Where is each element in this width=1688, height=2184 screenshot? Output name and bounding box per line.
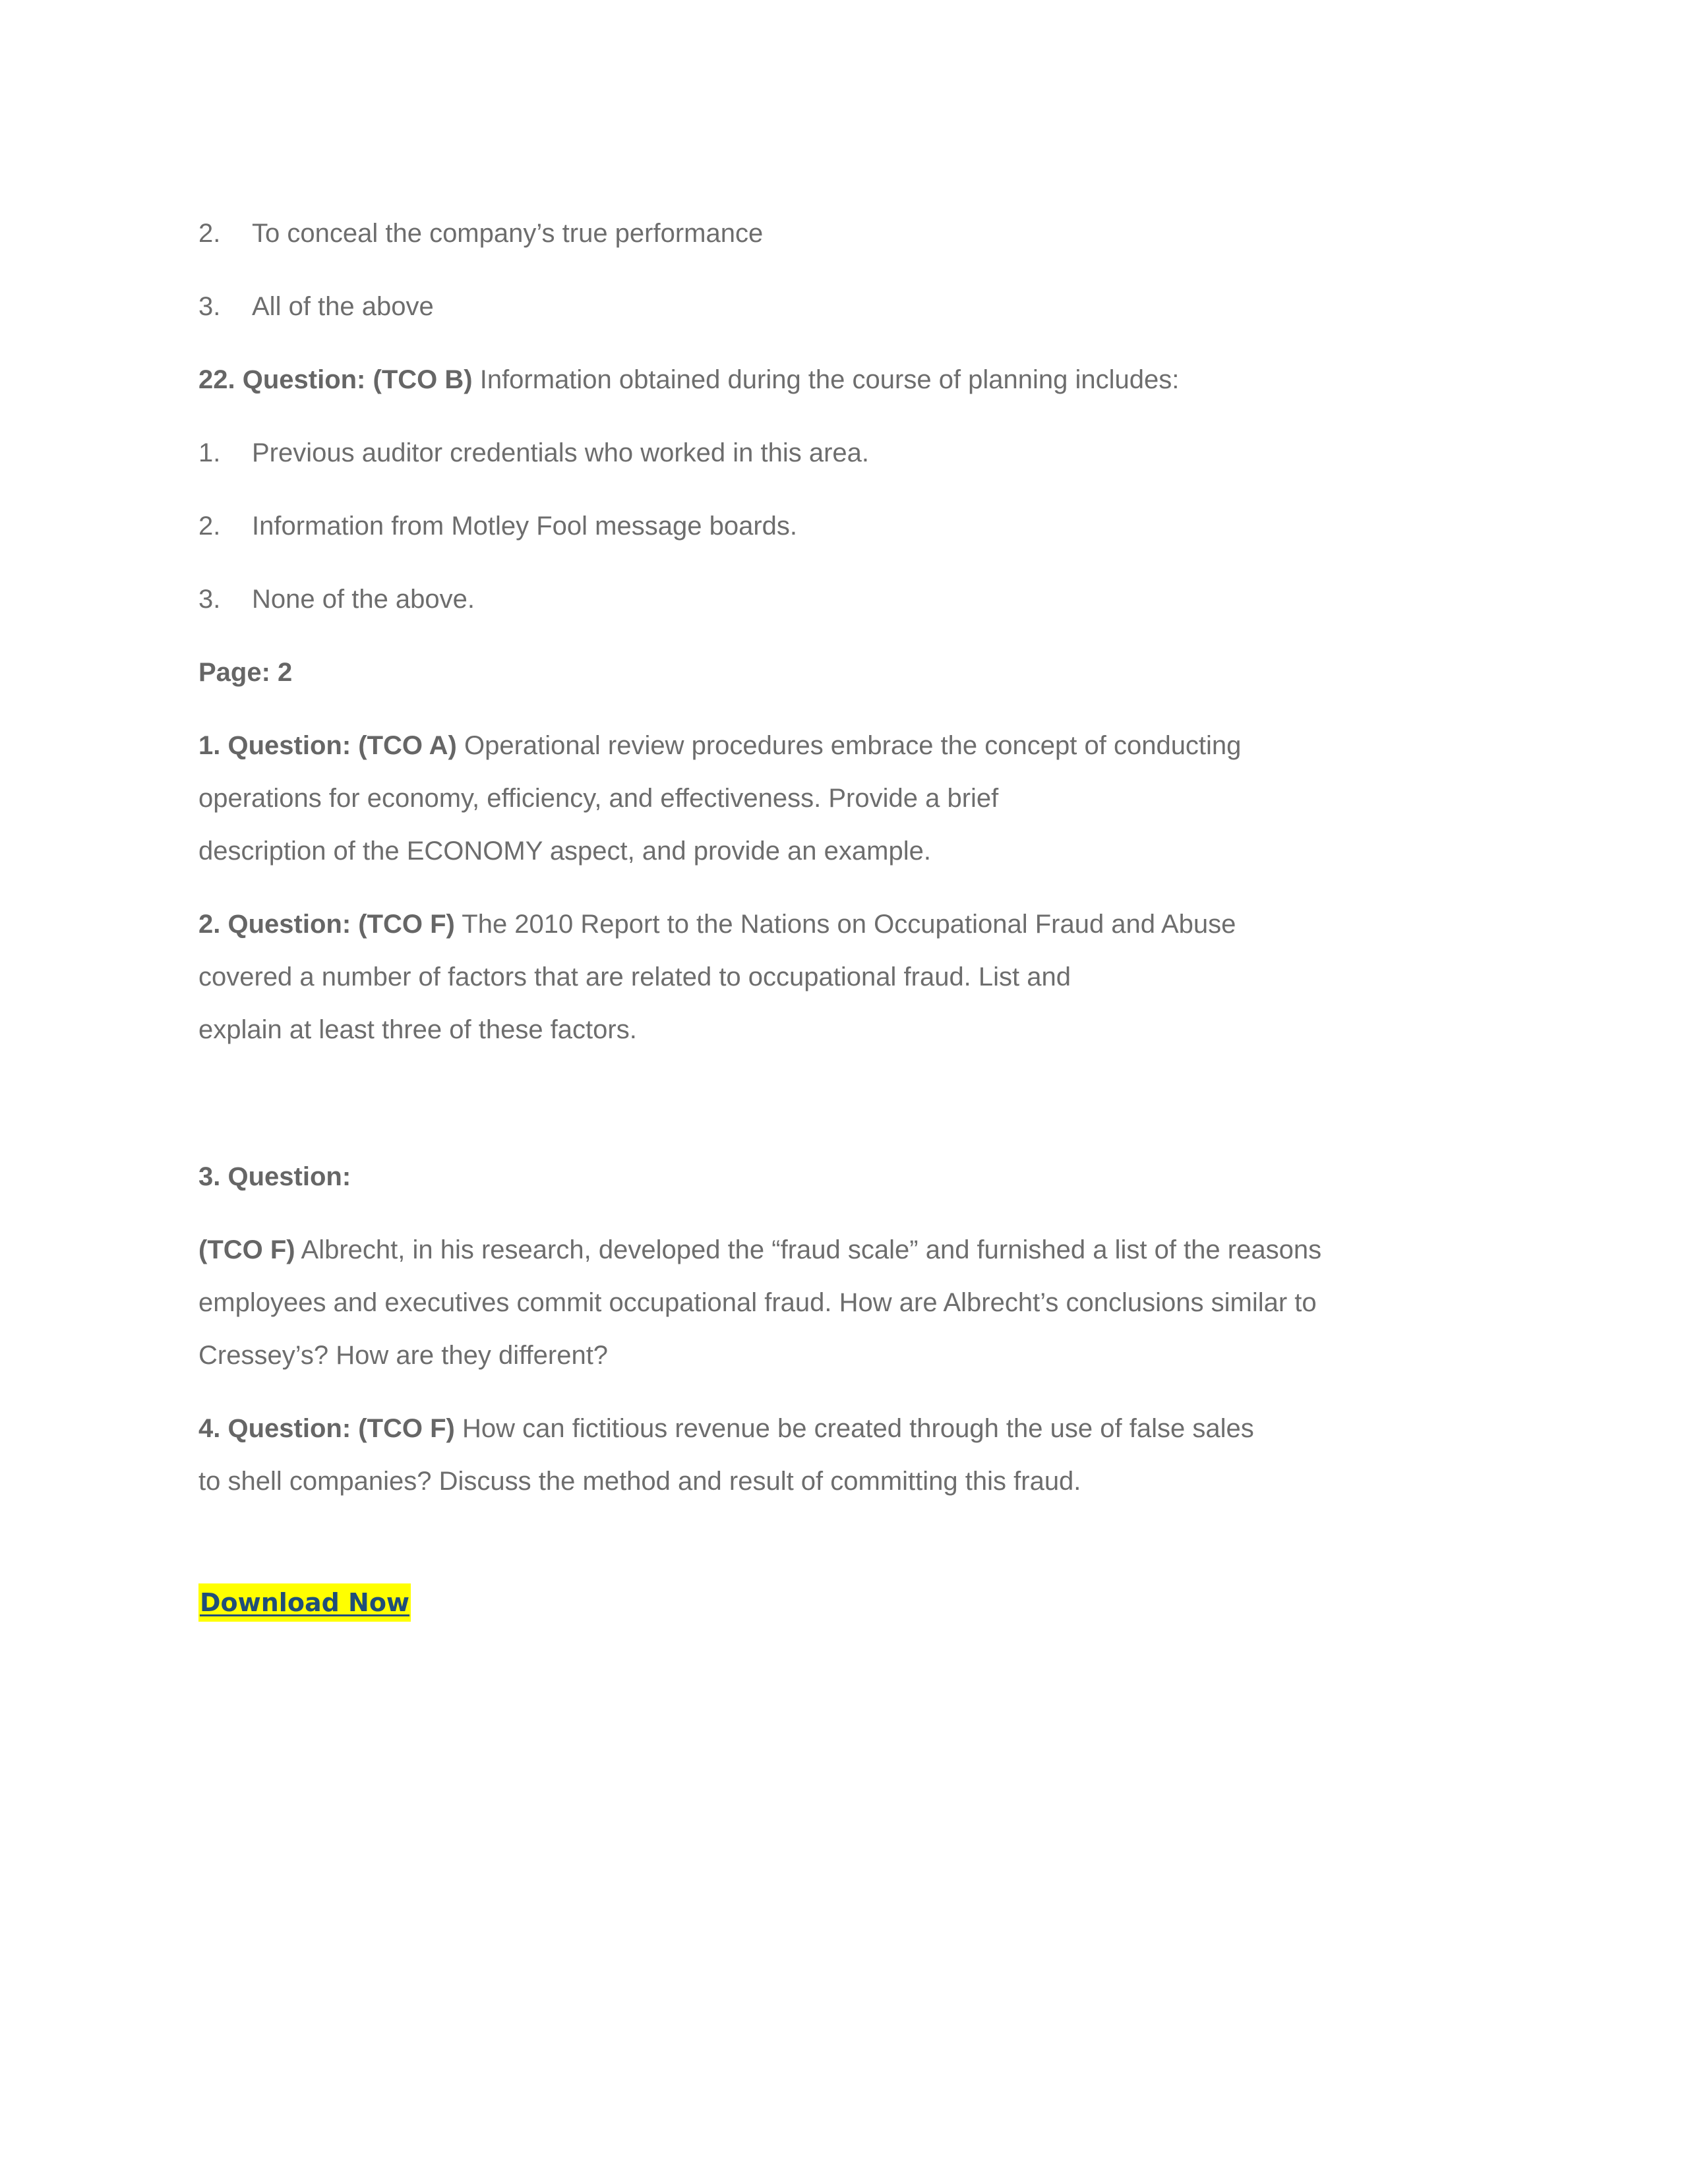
question-3: [198, 1234, 1321, 1266]
question-text-line: Cressey’s? How are they different?: [198, 1341, 609, 1370]
list-item: [198, 437, 869, 469]
list-item-text: None of the above.: [252, 585, 475, 614]
question-3-label: 3. Question:: [198, 1162, 351, 1191]
question-text: Operational review procedures embrace the concept of conducting: [464, 731, 1242, 760]
question-text-line: to shell companies? Discuss the method and result of committing this fraud.: [198, 1467, 1081, 1496]
question-text: Information obtained during the course of planning includes:: [479, 365, 1180, 394]
list-item-text: Previous auditor credentials who worked in this area.: [252, 438, 870, 467]
question-text: The 2010 Report to the Nations on Occupational Fraud and Abuse: [462, 910, 1236, 939]
question-text: Albrecht, in his research, developed the “fraud scale” and furnished a list of the reasons: [301, 1235, 1322, 1264]
question-tco: (TCO F): [198, 1235, 295, 1264]
question-1: [198, 730, 1241, 761]
question-text-line: explain at least three of these factors.: [198, 1015, 637, 1044]
question-4: [198, 1413, 1254, 1444]
question-label: 22. Question: (TCO B): [198, 365, 473, 394]
question-text-line: covered a number of factors that are related to occupational fraud. List and: [198, 962, 1071, 991]
question-label: 2. Question: (TCO F): [198, 910, 455, 939]
list-item: [198, 583, 475, 615]
list-item-number: 3.: [198, 585, 221, 614]
question-text-line: employees and executives commit occupational fraud. How are Albrecht’s conclusions similar to: [198, 1288, 1317, 1317]
question-label: 4. Question: (TCO F): [198, 1414, 455, 1443]
page-label: Page: 2: [198, 658, 293, 687]
question-22: [198, 364, 1179, 396]
question-label: 1. Question: (TCO A): [198, 731, 457, 760]
list-item-number: 2.: [198, 219, 221, 248]
list-item: [198, 510, 797, 542]
list-item-number: 2.: [198, 512, 221, 541]
list-item-number: 1.: [198, 438, 221, 467]
question-text: How can fictitious revenue be created through the use of false sales: [462, 1414, 1254, 1443]
list-item-text: To conceal the company’s true performance: [252, 219, 764, 248]
list-item: [198, 218, 763, 249]
list-item-text: All of the above: [252, 292, 434, 321]
list-item: [198, 291, 434, 322]
download-now-link[interactable]: Download Now: [198, 1583, 411, 1622]
question-text-line: operations for economy, efficiency, and effectiveness. Provide a brief: [198, 784, 999, 813]
question-2: [198, 908, 1236, 940]
list-item-text: Information from Motley Fool message boards.: [252, 512, 798, 541]
question-text-line: description of the ECONOMY aspect, and provide an example.: [198, 837, 931, 866]
list-item-number: 3.: [198, 292, 221, 321]
